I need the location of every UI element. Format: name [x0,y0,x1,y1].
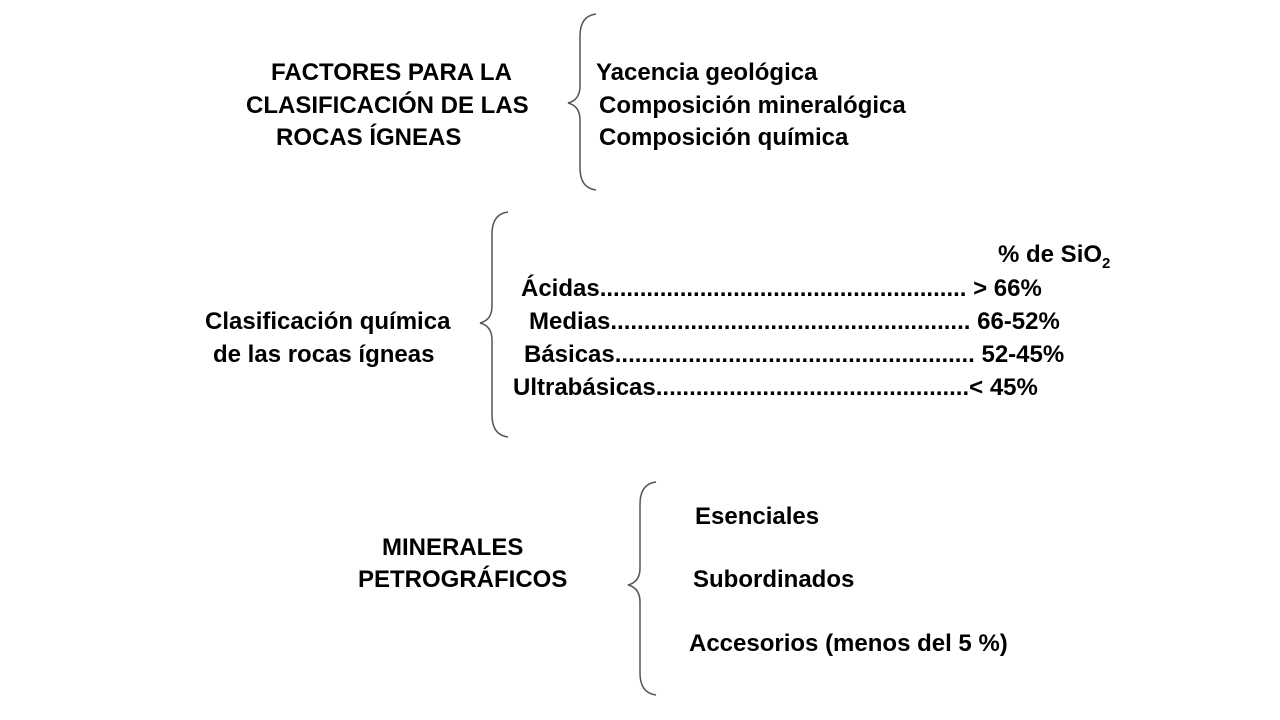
row-acidas: Ácidas....................................................... > 66% [521,275,1042,302]
factor-composicion-mineralogica: Composición mineralógica [599,92,906,119]
sio2-subscript: 2 [1102,255,1111,272]
mineral-subordinados: Subordinados [693,566,855,593]
minerales-title-line-1: MINERALES [382,534,524,561]
brace-minerales-petrograficos [628,482,656,695]
row-ultrabasicas: Ultrabásicas...............................................< 45% [513,374,1038,401]
mineral-esenciales: Esenciales [695,503,820,530]
row-basicas: Básicas...................................................... 52-45% [524,341,1065,368]
factores-title-line-3: ROCAS ÍGNEAS [276,124,462,151]
sio2-header: % de SiO$_2$ [998,241,1111,272]
mineral-accesorios: Accesorios (menos del 5 %) [689,630,1008,657]
factor-composicion-quimica: Composición química [599,124,849,151]
clasificacion-title-line-1: Clasificación química [205,308,451,335]
factores-title-line-2: CLASIFICACIÓN DE LAS [246,92,529,119]
row-medias: Medias...................................................... 66-52% [529,308,1060,335]
factores-title-line-1: FACTORES PARA LA [271,59,512,86]
clasificacion-title-line-2: de las rocas ígneas [213,341,435,368]
minerales-title-line-2: PETROGRÁFICOS [358,566,568,593]
brace-clasificacion-quimica [480,212,508,437]
factor-yacencia: Yacencia geológica [596,59,818,86]
brace-factores [568,14,596,190]
